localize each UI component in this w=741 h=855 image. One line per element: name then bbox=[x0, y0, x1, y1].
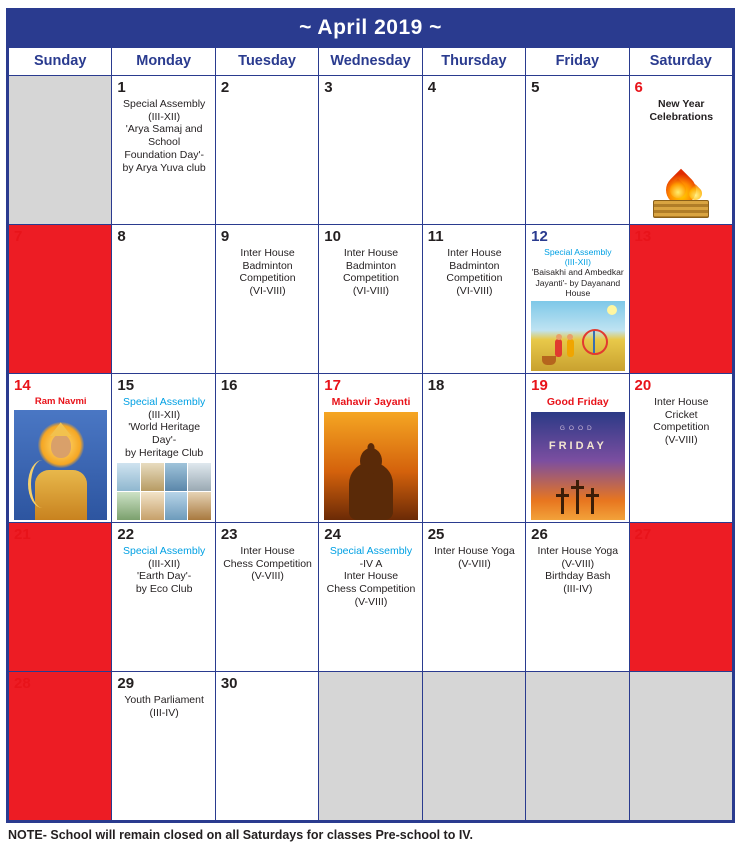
calendar-day-cell-2[interactable] bbox=[215, 76, 318, 225]
calendar-title: ~ April 2019 ~ bbox=[8, 10, 733, 47]
day-cell-content bbox=[319, 672, 421, 820]
calendar-day-cell-13[interactable] bbox=[629, 225, 732, 374]
event-text: Inter House bbox=[240, 544, 295, 557]
event-text: Badminton bbox=[242, 259, 293, 272]
event-text: Special Assembly bbox=[329, 544, 413, 557]
weekday-header-monday: Monday bbox=[112, 48, 215, 76]
calendar-day-cell-6[interactable] bbox=[629, 76, 732, 225]
day-number: 19 bbox=[531, 377, 548, 394]
event-text: Special Assembly bbox=[122, 544, 206, 557]
event-text: (III-XII) bbox=[148, 408, 181, 421]
calendar-day-cell-27[interactable] bbox=[629, 523, 732, 672]
day-cell-content bbox=[9, 374, 111, 522]
day-cell-content bbox=[630, 523, 732, 671]
day-cell-content bbox=[319, 225, 421, 373]
day-cell-content bbox=[9, 672, 111, 820]
day-cell-content bbox=[9, 523, 111, 671]
calendar-day-cell-14[interactable] bbox=[9, 374, 112, 523]
day-cell-content bbox=[9, 225, 111, 373]
calendar-empty-cell bbox=[629, 672, 732, 821]
calendar-week-row bbox=[9, 76, 733, 225]
calendar-week-row bbox=[9, 225, 733, 374]
day-number: 10 bbox=[324, 228, 341, 245]
event-text: Badminton bbox=[345, 259, 397, 272]
calendar-day-cell-24[interactable] bbox=[319, 523, 422, 672]
event-text: Inter House bbox=[654, 395, 709, 408]
calendar-day-cell-23[interactable] bbox=[215, 523, 318, 672]
day-number: 27 bbox=[634, 526, 652, 543]
event-text: Competition bbox=[239, 272, 296, 285]
event-text: (V-VIII) bbox=[354, 595, 388, 608]
calendar-empty-cell bbox=[319, 672, 422, 821]
day-cell-content bbox=[526, 523, 628, 671]
calendar-day-cell-12[interactable] bbox=[526, 225, 629, 374]
calendar-day-cell-20[interactable] bbox=[629, 374, 732, 523]
event-text: Inter House bbox=[343, 246, 399, 259]
day-number: 2 bbox=[220, 79, 230, 96]
day-number: 6 bbox=[634, 79, 643, 96]
day-number: 14 bbox=[14, 377, 31, 394]
good-friday-illustration: GOOD FRIDAY bbox=[531, 412, 624, 520]
calendar-day-cell-30[interactable] bbox=[215, 672, 318, 821]
day-cell-content bbox=[526, 76, 628, 224]
event-text: (V-VIII) bbox=[458, 557, 491, 570]
weekday-header-tuesday: Tuesday bbox=[215, 48, 318, 76]
event-text: Inter House bbox=[343, 570, 399, 583]
day-cell-content bbox=[526, 225, 628, 373]
event-text: (VI-VIII) bbox=[456, 285, 493, 298]
day-cell-content bbox=[9, 76, 111, 224]
day-number: 11 bbox=[427, 228, 444, 245]
calendar-day-cell-7[interactable] bbox=[9, 225, 112, 374]
event-text: by Eco Club bbox=[135, 583, 193, 596]
day-number: 13 bbox=[634, 228, 652, 245]
calendar-day-cell-8[interactable] bbox=[112, 225, 215, 374]
calendar-week-row bbox=[9, 374, 733, 523]
event-text: Foundation Day'- bbox=[124, 148, 204, 161]
weekday-header-row bbox=[9, 48, 733, 76]
event-text: 'Arya Samaj and School bbox=[125, 123, 203, 149]
day-cell-content bbox=[630, 374, 732, 522]
event-text: Competition bbox=[653, 421, 710, 434]
calendar-empty-cell bbox=[422, 672, 525, 821]
day-number: 30 bbox=[220, 675, 238, 692]
event-text: 'Baisakhi and Ambedkar Jayanti'- by Dayanand House bbox=[531, 267, 624, 298]
event-text: Special Assembly bbox=[544, 246, 612, 257]
day-number: 20 bbox=[634, 377, 652, 394]
event-text: New Year bbox=[658, 97, 705, 110]
mahavir-jayanti-illustration bbox=[324, 412, 417, 520]
day-cell-content bbox=[423, 374, 525, 522]
event-text: (V-VIII) bbox=[664, 434, 698, 447]
day-cell-content bbox=[630, 672, 732, 820]
event-text: Competition bbox=[446, 272, 503, 285]
calendar-day-cell-29[interactable] bbox=[112, 672, 215, 821]
day-cell-content bbox=[630, 76, 732, 224]
calendar-day-cell-4[interactable] bbox=[422, 76, 525, 225]
calendar-day-cell-28[interactable] bbox=[9, 672, 112, 821]
weekday-header-wednesday: Wednesday bbox=[319, 48, 422, 76]
day-cell-content bbox=[112, 225, 214, 373]
event-text: (III-XII) bbox=[148, 557, 181, 570]
heritage-collage-illustration bbox=[117, 463, 210, 520]
calendar-day-cell-17[interactable] bbox=[319, 374, 422, 523]
event-text: Chess Competition bbox=[326, 583, 416, 596]
calendar-container bbox=[6, 8, 735, 823]
calendar-day-cell-21[interactable] bbox=[9, 523, 112, 672]
day-cell-content bbox=[319, 374, 421, 522]
day-cell-content bbox=[216, 672, 318, 820]
day-cell-content bbox=[216, 374, 318, 522]
calendar-day-cell-22[interactable] bbox=[112, 523, 215, 672]
calendar-day-cell-3[interactable] bbox=[319, 76, 422, 225]
event-text: Celebrations bbox=[649, 110, 714, 123]
day-number: 29 bbox=[117, 675, 135, 692]
day-number: 21 bbox=[14, 526, 31, 543]
event-text: Inter House Yoga bbox=[537, 544, 619, 557]
event-text: Badminton bbox=[449, 259, 500, 272]
day-cell-content bbox=[112, 76, 214, 224]
day-cell-content bbox=[423, 225, 525, 373]
event-text: (III-XII) bbox=[564, 257, 591, 268]
day-cell-content bbox=[319, 76, 421, 224]
event-text: (V-VIII) bbox=[561, 557, 595, 570]
calendar-empty-cell bbox=[9, 76, 112, 225]
event-text: Ram Navmi bbox=[34, 395, 87, 407]
day-number: 18 bbox=[427, 377, 445, 394]
event-text: Mahavir Jayanti bbox=[331, 395, 411, 408]
calendar-empty-cell bbox=[526, 672, 629, 821]
calendar-day-cell-10[interactable] bbox=[319, 225, 422, 374]
event-text: Special Assembly bbox=[122, 395, 206, 408]
weekday-header-saturday: Saturday bbox=[629, 48, 732, 76]
event-text: Inter House bbox=[240, 246, 295, 259]
event-text: Good Friday bbox=[546, 395, 609, 408]
day-number: 15 bbox=[117, 377, 135, 394]
day-number: 3 bbox=[324, 79, 333, 96]
day-cell-content bbox=[216, 225, 318, 373]
day-cell-content bbox=[526, 672, 628, 820]
day-number: 12 bbox=[531, 228, 548, 245]
day-number: 5 bbox=[531, 79, 540, 96]
day-number: 9 bbox=[220, 228, 230, 245]
calendar-day-cell-1[interactable] bbox=[112, 76, 215, 225]
calendar-day-cell-11[interactable] bbox=[422, 225, 525, 374]
calendar-day-cell-25[interactable] bbox=[422, 523, 525, 672]
day-number: 4 bbox=[427, 79, 437, 96]
calendar-day-cell-26[interactable] bbox=[526, 523, 629, 672]
calendar-day-cell-18[interactable] bbox=[422, 374, 525, 523]
event-text: -IV A bbox=[359, 557, 383, 570]
event-text: (III-XII) bbox=[148, 110, 181, 123]
weekday-header-thursday: Thursday bbox=[422, 48, 525, 76]
event-text: by Arya Yuva club bbox=[122, 161, 206, 174]
day-number: 22 bbox=[117, 526, 135, 543]
event-text: (V-VIII) bbox=[251, 570, 284, 583]
day-cell-content bbox=[112, 523, 214, 671]
event-text: (VI-VIII) bbox=[352, 285, 390, 298]
bonfire-illustration bbox=[635, 126, 728, 222]
ram-navmi-illustration bbox=[14, 410, 107, 520]
event-text: (III-IV) bbox=[149, 706, 179, 719]
event-text: 'World Heritage Day'- bbox=[128, 421, 201, 447]
day-number: 28 bbox=[14, 675, 31, 692]
day-cell-content bbox=[112, 672, 214, 820]
event-text: Cricket bbox=[664, 408, 698, 421]
calendar-day-cell-5[interactable] bbox=[526, 76, 629, 225]
day-number: 16 bbox=[220, 377, 238, 394]
event-text: Inter House Yoga bbox=[434, 544, 515, 557]
calendar-day-cell-15[interactable] bbox=[112, 374, 215, 523]
event-text: Special Assembly bbox=[122, 97, 206, 110]
day-cell-content bbox=[319, 523, 421, 671]
weekday-header-sunday: Sunday bbox=[9, 48, 112, 76]
day-number: 26 bbox=[531, 526, 548, 543]
day-cell-content bbox=[423, 76, 525, 224]
calendar-note: NOTE- School will remain closed on all Saturdays for classes Pre-school to IV. bbox=[8, 828, 473, 842]
event-text: Chess Competition bbox=[223, 557, 312, 570]
day-cell-content bbox=[423, 523, 525, 671]
calendar-day-cell-19[interactable] bbox=[526, 374, 629, 523]
day-number: 23 bbox=[220, 526, 238, 543]
calendar-week-row bbox=[9, 523, 733, 672]
baisakhi-illustration bbox=[531, 301, 624, 371]
calendar-week-row bbox=[9, 672, 733, 821]
day-number: 25 bbox=[427, 526, 445, 543]
day-cell-content bbox=[630, 225, 732, 373]
day-number: 17 bbox=[324, 377, 341, 394]
day-cell-content bbox=[112, 374, 214, 522]
weekday-header-friday: Friday bbox=[526, 48, 629, 76]
day-number: 1 bbox=[117, 79, 126, 96]
event-text: Youth Parliament bbox=[124, 693, 204, 706]
day-cell-content bbox=[216, 523, 318, 671]
calendar-day-cell-9[interactable] bbox=[215, 225, 318, 374]
day-cell-content bbox=[423, 672, 525, 820]
day-number: 8 bbox=[117, 228, 126, 245]
event-text: 'Earth Day'- bbox=[137, 570, 192, 583]
event-text: Birthday Bash bbox=[545, 570, 611, 583]
event-text: Competition bbox=[342, 272, 399, 285]
event-text: by Heritage Club bbox=[125, 446, 204, 459]
day-cell-content bbox=[526, 374, 628, 522]
calendar-day-cell-16[interactable] bbox=[215, 374, 318, 523]
day-number: 24 bbox=[324, 526, 341, 543]
event-text: Inter House bbox=[447, 246, 502, 259]
day-number: 7 bbox=[14, 228, 23, 245]
calendar-table bbox=[8, 47, 733, 821]
event-text: (III-IV) bbox=[563, 583, 593, 596]
event-text: (VI-VIII) bbox=[249, 285, 286, 298]
day-cell-content bbox=[216, 76, 318, 224]
